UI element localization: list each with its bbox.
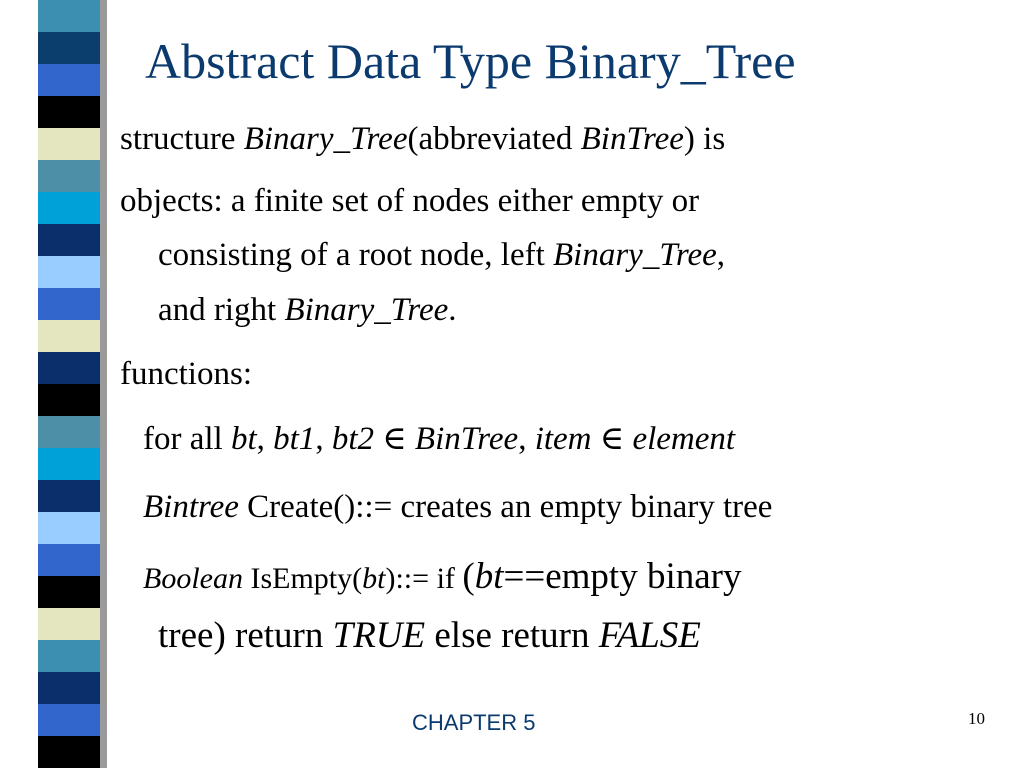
text-italic: item [534,421,592,457]
stripe-shadow [100,0,107,768]
text: ==empty binary [503,556,742,597]
stripe-block [38,96,100,128]
text: tree) return [158,615,333,656]
objects-line-3 [158,292,457,330]
text: else return [425,615,599,656]
text: IsEmpty( [242,562,363,595]
element-of-symbol: ∈ [591,421,633,457]
text-italic: bt [474,556,504,597]
stripe-block [38,256,100,288]
stripe-block [38,384,100,416]
text: (abbreviated [407,121,581,157]
text: , [315,421,332,457]
text-italic: bt2 [331,421,374,457]
element-of-symbol: ∈ [373,421,415,457]
text-italic: Binary_Tree [553,237,717,273]
functions-heading [120,356,252,394]
stripe-block [38,672,100,704]
text-italic: BinTree [414,421,519,457]
isempty-line-1 [143,556,742,599]
text-italic: bt [362,562,386,595]
stripe-block [38,192,100,224]
stripe-block [38,640,100,672]
objects-line-1 [120,183,699,221]
stripe-block [38,416,100,448]
stripe-block [38,512,100,544]
text: objects: a finite set of nodes either empty or [120,183,700,219]
isempty-line-2 [158,615,701,658]
text-italic: TRUE [332,615,426,656]
footer-chapter: CHAPTER 5 [412,710,536,735]
text-italic: BinTree [580,121,684,157]
text-italic: element [632,421,736,457]
stripe-block [38,352,100,384]
for-all-line [143,421,735,459]
stripe-block [38,704,100,736]
stripe-block [38,736,100,768]
text: and right [158,292,285,328]
text: for all [143,421,231,457]
text: . [448,292,457,328]
stripe-block [38,288,100,320]
text: , [716,237,726,273]
text: Create()::= creates an empty binary tree [238,489,773,525]
stripe-block [38,224,100,256]
text: structure [120,121,244,157]
text-italic: Binary_Tree [243,121,408,157]
stripe-block [38,320,100,352]
page-number: 10 [968,709,985,728]
stripe-block [38,32,100,64]
text: consisting of a root node, left [158,237,554,273]
structure-line [120,121,725,159]
stripe-block [38,608,100,640]
text: , [518,421,535,457]
text-italic: Binary_Tree [284,292,449,328]
text-italic: Bintree [143,489,239,525]
stripe-block [38,0,100,32]
text: , [256,421,274,457]
text-italic: FALSE [598,615,701,656]
text: )::= if [385,562,463,595]
text: functions: [120,356,252,392]
text: ) is [683,121,726,157]
slide-title: Abstract Data Type Binary_Tree [145,33,796,89]
stripe-block [38,576,100,608]
objects-line-2 [158,237,725,275]
text-italic: bt1 [273,421,316,457]
stripe-block [38,480,100,512]
stripe-block [38,64,100,96]
decorative-stripe [38,0,100,768]
text-italic: bt [230,421,257,457]
text-italic: Boolean [143,562,243,595]
create-line [143,489,772,527]
stripe-block [38,544,100,576]
stripe-block [38,448,100,480]
stripe-block [38,128,100,160]
stripe-block [38,160,100,192]
text: ( [462,556,475,597]
